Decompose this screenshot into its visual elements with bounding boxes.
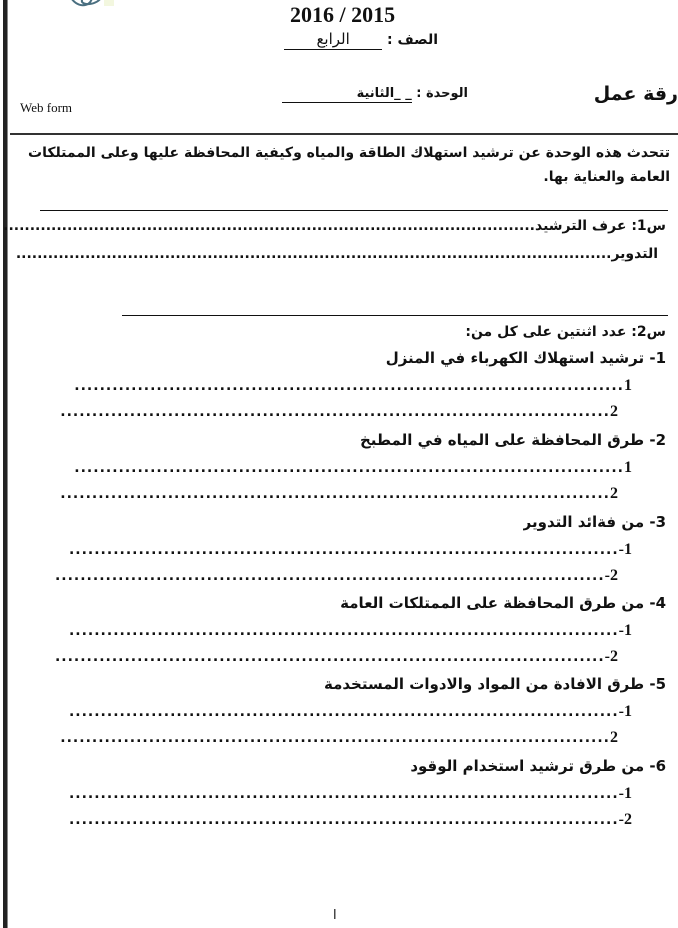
answer-number: 2 <box>610 485 618 502</box>
answer-dots[interactable]: ....................................................................................... <box>68 623 619 639</box>
answer-dots[interactable]: ....................................................................................... <box>74 460 624 476</box>
answer-number: 1- <box>618 541 632 558</box>
answer-number: 2 <box>610 403 618 420</box>
q2-item-title: 4- من طرق المحافظة على الممتلكات العامة <box>340 594 666 612</box>
worksheet-title: رقة عمل <box>593 83 678 105</box>
section-divider-2 <box>122 315 668 316</box>
q1-answer-dots[interactable]: .................................................................................................... <box>3 218 535 234</box>
answer-dots[interactable]: ....................................................................................... <box>68 786 619 802</box>
q2-item-title: 1- ترشيد استهلاك الكهرباء في المنزل <box>385 349 666 367</box>
grade-value[interactable]: الرابع <box>284 30 382 50</box>
answer-dots[interactable]: ....................................................................................... <box>74 378 624 394</box>
header-divider <box>10 133 678 135</box>
page-number: ا <box>333 908 337 923</box>
answer-number: 1 <box>624 459 632 476</box>
answer-number: 1- <box>618 785 632 802</box>
answer-number: 1- <box>618 703 632 720</box>
q2-answer-line[interactable] <box>69 621 632 641</box>
q2-answer-line[interactable] <box>74 458 632 478</box>
answer-number: 2- <box>618 811 632 828</box>
watermark-text: Web form <box>20 100 73 115</box>
unit-field <box>282 86 468 103</box>
page-left-border <box>3 0 8 928</box>
answer-dots[interactable]: ....................................................................................... <box>68 812 619 828</box>
q2-label: س2: عدد اثنتين على كل من: <box>465 324 666 340</box>
answer-dots[interactable]: ....................................................................................... <box>54 649 605 665</box>
answer-dots[interactable]: ....................................................................................... <box>54 568 605 584</box>
school-year: 2016 / 2015 <box>290 2 396 27</box>
answer-number: 2- <box>604 648 618 665</box>
logo-icon <box>62 0 116 10</box>
q1-second-answer-dots[interactable]: ................................................................................................................ <box>15 246 612 262</box>
q2-answer-line[interactable] <box>55 566 618 586</box>
q2-item-title: 5- طرق الافادة من المواد والادوات المستخدمة <box>324 675 666 693</box>
answer-dots[interactable]: ....................................................................................... <box>68 542 619 558</box>
q2-answer-line[interactable] <box>69 702 632 722</box>
intro-paragraph: تتحدث هذه الوحدة عن ترشيد استهلاك الطاقة والمياه وكيفية المحافظة عليها وعلى الممتلكات العامة والعناية بها. <box>28 145 670 185</box>
answer-dots[interactable]: ....................................................................................... <box>60 404 610 420</box>
q1-define-rationalization[interactable] <box>3 216 666 236</box>
q1-define-recycling[interactable] <box>16 244 658 264</box>
q2-item-title: 6- من طرق ترشيد استخدام الوقود <box>410 757 666 775</box>
answer-number: 1- <box>618 622 632 639</box>
q2-answer-line[interactable] <box>69 784 632 804</box>
section-divider-1 <box>40 210 668 211</box>
q2-answer-line[interactable] <box>60 484 618 504</box>
grade-label: الصف : <box>387 32 438 48</box>
answer-dots[interactable]: ....................................................................................... <box>68 704 619 720</box>
unit-label: الوحدة : <box>416 86 468 101</box>
answer-number: 2 <box>610 729 618 746</box>
q2-answer-line[interactable] <box>69 810 632 830</box>
answer-dots[interactable]: ....................................................................................... <box>60 730 610 746</box>
q2-answer-line[interactable] <box>55 647 618 667</box>
grade-field <box>284 30 438 50</box>
q2-item-title: 3- من فةائد التدوير <box>522 513 666 531</box>
q2-answer-line[interactable] <box>60 728 618 748</box>
answer-dots[interactable]: ....................................................................................... <box>60 486 610 502</box>
answer-number: 2- <box>604 567 618 584</box>
q1-label: س1: عرف الترشيد <box>534 218 666 234</box>
q2-answer-line[interactable] <box>69 540 632 560</box>
unit-value[interactable]: _ _الثانية <box>282 86 412 103</box>
q2-item-title: 2- طرق المحافظة على المياه في المطبخ <box>359 431 666 449</box>
q1-second-label: التدوير <box>611 246 658 262</box>
q2-answer-line[interactable] <box>74 376 632 396</box>
answer-number: 1 <box>624 377 632 394</box>
q2-answer-line[interactable] <box>60 402 618 422</box>
